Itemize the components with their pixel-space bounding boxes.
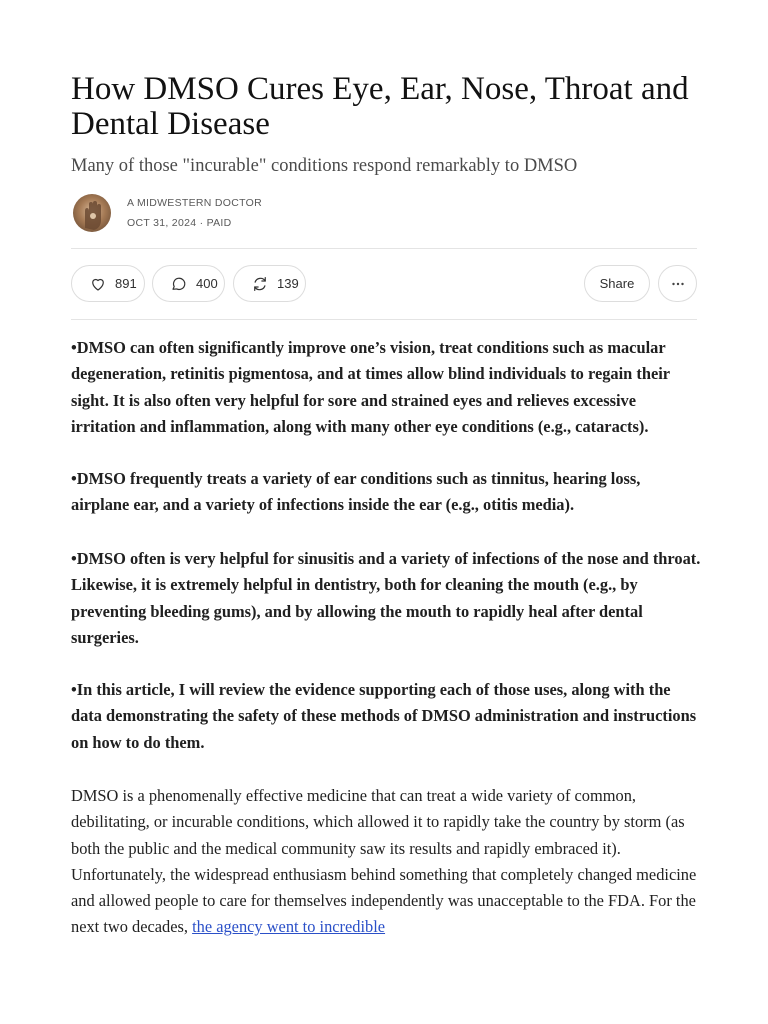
share-button[interactable]: Share bbox=[584, 265, 650, 302]
author-avatar[interactable] bbox=[73, 194, 111, 232]
body-text: DMSO is a phenomenally effective medicine that can treat a wide variety of common, debilitating, or incurable conditions, which allowed it to rapidly take the country by storm (as both the public and the medical community saw its results and rapidly embraced it). Unfortunately, the widespread enthusiasm behind something that completely changed medicine and allowed people to care for themselves independently was unacceptable to the FDA. For the next two decades, bbox=[71, 786, 697, 937]
more-icon bbox=[669, 275, 687, 293]
like-button[interactable] bbox=[71, 265, 145, 302]
summary-bullet-ears: •DMSO frequently treats a variety of ear conditions such as tinnitus, hearing loss, airplane ear, and a variety of infections inside the ear (e.g., otitis media). bbox=[71, 469, 641, 515]
comment-button[interactable] bbox=[152, 265, 225, 302]
restack-button[interactable] bbox=[233, 265, 306, 302]
comment-icon bbox=[170, 275, 188, 293]
body-paragraph bbox=[71, 783, 701, 941]
summary-bullet-nose-throat-dental: •DMSO often is very helpful for sinusitis and a variety of infections of the nose and throat. Likewise, it is extremely helpful in dentistry, both for cleaning the mouth (e.g., by preventing bleeding gums), and by allowing the mouth to rapidly heal after dental surgeries. bbox=[71, 549, 701, 647]
agency-link[interactable]: the agency went to incredible bbox=[192, 917, 386, 937]
more-options-button[interactable] bbox=[658, 265, 697, 302]
restack-icon bbox=[251, 275, 269, 293]
heart-icon bbox=[89, 275, 107, 293]
article-subtitle: Many of those "incurable" conditions respond remarkably to DMSO bbox=[71, 156, 578, 176]
divider-bottom bbox=[71, 319, 697, 320]
raised-hand-icon bbox=[73, 194, 111, 232]
divider-top bbox=[71, 248, 697, 249]
author-name[interactable]: A MIDWESTERN DOCTOR bbox=[127, 197, 263, 209]
comment-count: 400 bbox=[196, 276, 218, 291]
post-meta: OCT 31, 2024 · PAID bbox=[127, 217, 232, 229]
restack-count: 139 bbox=[277, 276, 299, 291]
like-count: 891 bbox=[115, 276, 137, 291]
article-title: How DMSO Cures Eye, Ear, Nose, Throat and Dental Disease bbox=[71, 71, 689, 142]
summary-bullet-eyes: •DMSO can often significantly improve one’s vision, treat conditions such as macular degeneration, retinitis pigmentosa, and at times allow blind individuals to regain their sight. It is also often very helpful for sore and strained eyes and relieves excessive irritation and inflammation, along with many other eye conditions (e.g., cataracts). bbox=[71, 338, 670, 436]
summary-bullet-article-scope: •In this article, I will review the evidence supporting each of those uses, along with the data demonstrating the safety of these methods of DMSO administration and instructions on how to do them. bbox=[71, 680, 697, 752]
